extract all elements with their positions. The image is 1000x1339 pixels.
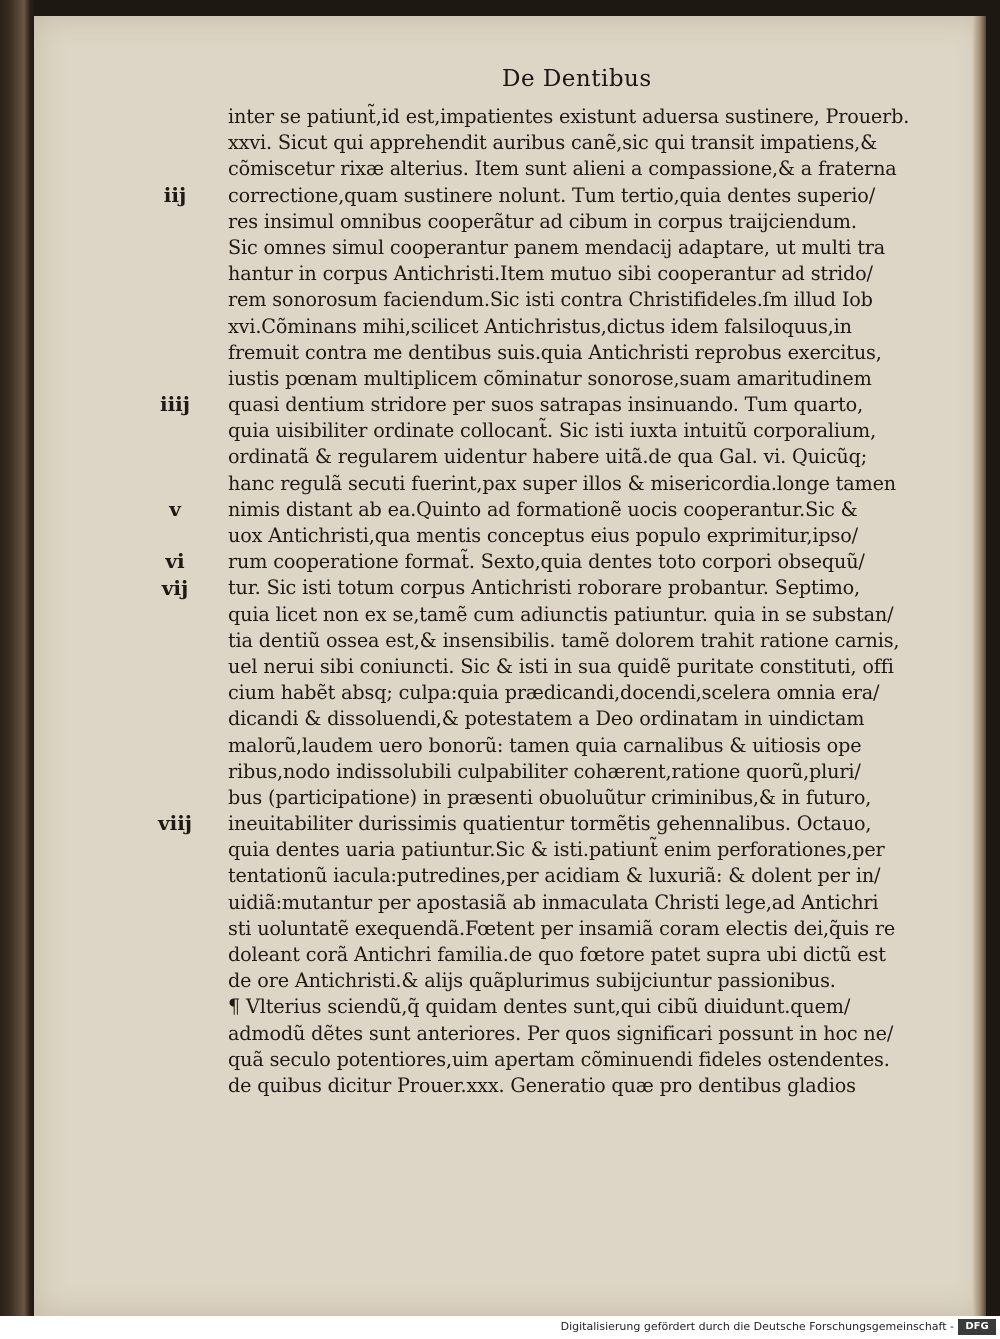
text-line: tia dentiũ ossea est,& insensibilis. tamẽ dolorem trahit ratione carnis, <box>228 628 900 652</box>
text-line: xvi.Cõminans mihi,scilicet Antichristus,dictus idem falsiloquus,in <box>228 314 852 338</box>
text-line: ribus,nodo indissolubili culpabiliter cohærent,ratione quorũ,pluri/ <box>228 759 861 783</box>
text-line: de ore Antichristi.& alijs quãplurimus subijciuntur passionibus. <box>228 969 836 993</box>
dfg-logo: DFG <box>958 1319 996 1335</box>
text-block <box>228 104 928 1099</box>
text-line: bus (participatione) in præsenti obuoluũtur criminibus,& in futuro, <box>228 785 872 809</box>
text-line: nimis distant ab ea.Quinto ad formationẽ uocis cooperantur.Sic & <box>228 497 858 521</box>
text-line: sti uoluntatẽ exequendã.Fœtent per insamiã coram electis dei,q̃uis re <box>228 916 896 940</box>
text-line: rem sonorosum faciendum.Sic isti contra Christifideles.ſm illud Iob <box>228 288 873 312</box>
margin-note: vi <box>165 549 185 574</box>
margin-note: iiij <box>159 392 191 417</box>
text-line: ordinatã & regularem uidentur habere uitã.de qua Gal. vi. Quicũq; <box>228 445 868 469</box>
text-line: tentationũ iacula:putredines,per acidiam & luxuriã: & dolent per in/ <box>228 864 881 888</box>
text-line: ineuitabiliter durissimis quatientur tormẽtis gehennalibus. Octauo, <box>228 812 872 836</box>
margin-note: v <box>169 497 181 521</box>
text-line: correctione,quam sustinere nolunt. Tum tertio,quia dentes superio/ <box>228 183 876 207</box>
text-line: fremuit contra me dentibus suis.quia Antichristi reprobus exercitus, <box>228 340 882 364</box>
text-line: uel nerui sibi coniuncti. Sic & isti in sua quidẽ puritate constituti, offi <box>228 654 894 678</box>
text-line: res insimul omnibus cooperãtur ad cibum in corpus traijciendum. <box>228 209 857 233</box>
text-line: uox Antichristi,qua mentis conceptus eius populo exprimitur,ipso/ <box>228 524 858 547</box>
text-line: tur. Sic isti totum corpus Antichristi roborare probantur. Septimo, <box>228 576 860 600</box>
text-line: cium habẽt absq; culpa:quia prædicandi,docendi,scelera omnia era/ <box>228 681 880 705</box>
text-line: quia uisibiliter ordinate collocant̃. Sic isti iuxta intuitũ corporalium, <box>228 419 877 443</box>
footer-bar <box>0 1316 1000 1339</box>
text-line: doleant corã Antichri familia.de quo fœtore patet supra ubi dictũ est <box>228 943 886 966</box>
running-title: De Dentibus <box>502 66 652 92</box>
text-line: rum cooperatione format̃. Sexto,quia dentes toto corpori obsequũ/ <box>228 550 865 574</box>
text-line: ¶ Vlterius sciendũ,q̃ quidam dentes sunt,qui cibũ diuidunt.quem/ <box>228 995 851 1019</box>
text-line: quia licet non ex se,tamẽ cum adiunctis patiuntur. quia in se substan/ <box>228 602 894 626</box>
footer-credit: Digitalisierung gefördert durch die Deutsche Forschungsgemeinschaft - <box>560 1320 954 1333</box>
text-line: quã seculo potentiores,uim apertam cõminuendi fideles ostendentes. <box>228 1047 890 1071</box>
text-line: hanc regulã secuti fuerint,pax super illos & misericordia.longe tamen <box>228 471 896 495</box>
text-line: quasi dentium stridore per suos satrapas insinuando. Tum quarto, <box>228 393 864 417</box>
text-line: dicandi & dissoluendi,& potestatem a Deo ordinatam in uindictam <box>228 707 865 731</box>
margin-note: viij <box>157 811 193 836</box>
text-line: Sic omnes simul cooperantur panem mendacij adaptare, ut multi tra <box>228 235 886 259</box>
text-line: admodũ dẽtes sunt anteriores. Per quos significari possunt in hoc ne/ <box>228 1021 894 1045</box>
text-line: iustis pœnam multiplicem cõminatur sonorose,suam amaritudinem <box>228 366 872 390</box>
text-line: inter se patiunt̃,id est,impatientes existunt aduersa sustinere, Prouerb. <box>228 105 910 128</box>
text-line: quia dentes uaria patiuntur.Sic & isti.patiunt̃ enim perforationes,per <box>228 838 885 862</box>
page-edge <box>972 16 986 1316</box>
text-line: uidiã:mutantur per apostasiã ab inmaculata Christi lege,ad Antichri <box>228 890 879 914</box>
text-line: malorũ,laudem uero bonorũ: tamen quia carnalibus & uitiosis ope <box>228 733 862 757</box>
margin-note: vij <box>161 575 189 600</box>
text-line: cõmiscetur rixæ alterius. Item sunt alieni a compassione,& a fraterna <box>228 157 897 181</box>
text-line: hantur in corpus Antichristi.Item mutuo sibi cooperantur ad strido/ <box>228 262 873 286</box>
margin-note: iij <box>163 182 187 207</box>
text-line: xxvi. Sicut qui apprehendit auribus canẽ,sic qui transit impatiens,& <box>228 131 878 155</box>
text-line: de quibus dicitur Prouer.xxx. Generatio quæ pro dentibus gladios <box>228 1073 856 1097</box>
